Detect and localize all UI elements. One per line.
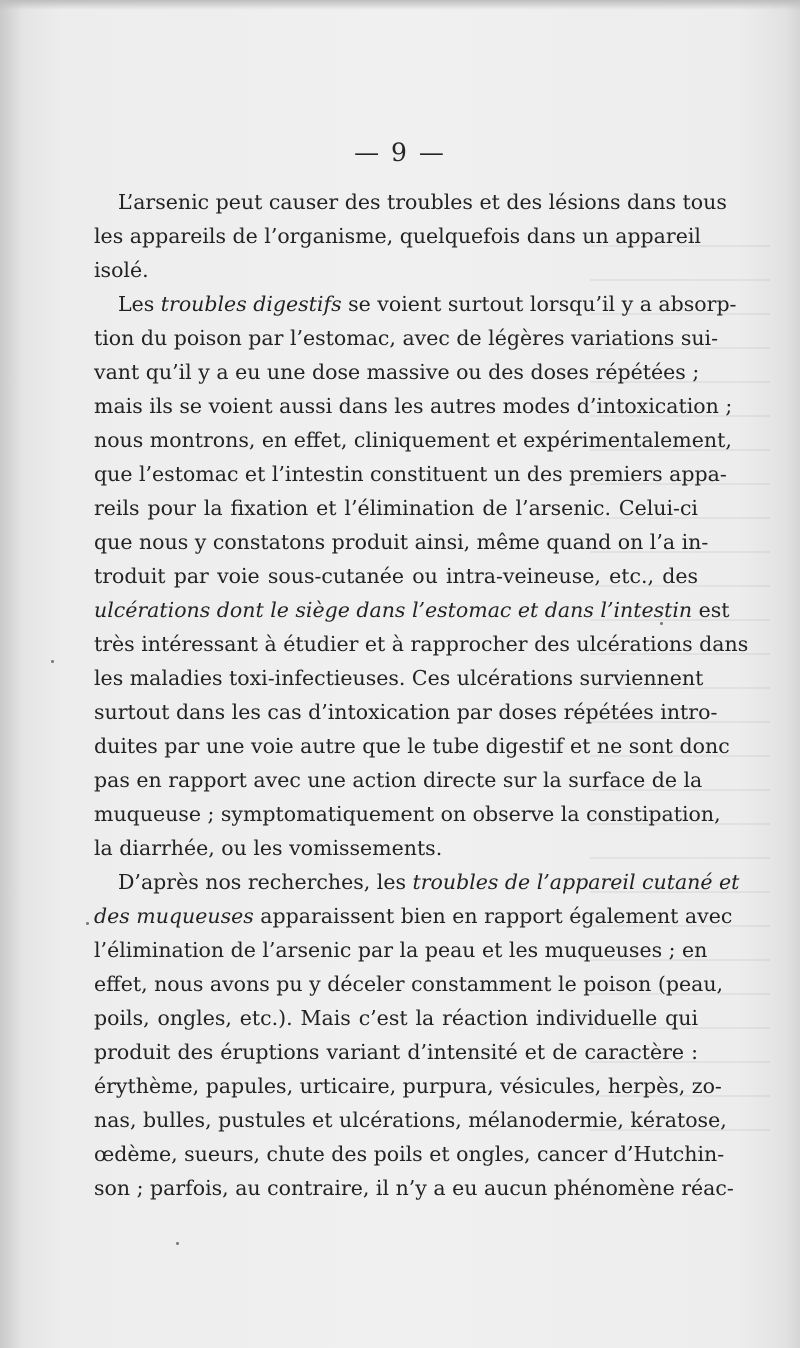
text-run: surtout dans les cas d’intoxication par doses répétées intro- — [94, 700, 718, 724]
italic-phrase: troubles digestifs — [160, 292, 342, 316]
paragraph — [94, 287, 749, 865]
text-line — [94, 729, 730, 763]
paragraph — [94, 865, 740, 1205]
text-line — [94, 865, 740, 899]
text-line — [94, 695, 718, 729]
text-run: mais ils se voient aussi dans les autres modes d’intoxication ; — [94, 394, 733, 418]
text-line — [94, 219, 701, 253]
paper-speck — [86, 922, 89, 925]
text-run: nas, bulles, pustules et ulcérations, mélanodermie, kératose, — [94, 1108, 727, 1132]
text-run: L’arsenic peut causer des troubles et des lésions dans tous — [118, 190, 727, 214]
text-run: érythème, papules, urticaire, purpura, vésicules, herpès, zo- — [94, 1074, 722, 1098]
text-run: les appareils de l’organisme, quelquefois dans un appareil — [94, 224, 701, 248]
paper-speck — [176, 1242, 179, 1245]
text-run: très intéressant à étudier et à rapprocher des ulcérations dans — [94, 632, 749, 656]
body-text — [94, 185, 749, 1205]
text-run: son ; parfois, au contraire, il n’y a eu aucun phénomène réac- — [94, 1176, 734, 1200]
text-line — [94, 525, 709, 559]
text-line — [94, 933, 708, 967]
text-line — [94, 661, 704, 695]
text-run: les maladies toxi-infectieuses. Ces ulcérations surviennent — [94, 666, 704, 690]
text-run: la diarrhée, ou les vomissements. — [94, 836, 443, 860]
text-line — [94, 389, 733, 423]
text-run: effet, nous avons pu y déceler constamment le poison (peau, — [94, 972, 724, 996]
text-line — [94, 831, 698, 865]
text-run: est — [692, 598, 730, 622]
italic-phrase: troubles de l’appareil cutané et — [412, 870, 740, 894]
text-run: l’élimination de l’arsenic par la peau et les muqueuses ; en — [94, 938, 708, 962]
paragraph — [94, 185, 727, 287]
text-line — [94, 797, 721, 831]
text-run: pas en rapport avec une action directe sur la surface de la — [94, 768, 703, 792]
text-line — [94, 1001, 698, 1035]
text-line — [94, 1069, 722, 1103]
text-line — [94, 899, 733, 933]
text-run: poils, ongles, etc.). Mais c’est la réaction individuelle qui — [94, 1006, 698, 1030]
text-run: tion du poison par l’estomac, avec de légères variations sui- — [94, 326, 719, 350]
text-run: duites par une voie autre que le tube digestif et ne sont donc — [94, 734, 730, 758]
text-line — [94, 457, 727, 491]
text-run: D’après nos recherches, les — [118, 870, 413, 894]
text-run: isolé. — [94, 258, 149, 282]
text-line — [94, 593, 730, 627]
text-line — [94, 763, 703, 797]
text-line — [94, 423, 732, 457]
text-run: œdème, sueurs, chute des poils et ongles, cancer d’Hutchin- — [94, 1142, 725, 1166]
text-line — [94, 321, 719, 355]
text-line — [94, 491, 698, 525]
text-run: troduit par voie sous-cutanée ou intra-veineuse, etc., des — [94, 564, 698, 588]
text-line — [94, 627, 749, 661]
text-run: que nous y constatons produit ainsi, même quand on l’a in- — [94, 530, 709, 554]
page-number: — 9 — — [354, 138, 446, 167]
text-run: Les — [118, 292, 161, 316]
text-run: nous montrons, en effet, cliniquement et expérimentalement, — [94, 428, 732, 452]
text-line — [94, 1103, 727, 1137]
text-run: vant qu’il y a eu une dose massive ou des doses répétées ; — [94, 360, 700, 384]
text-line — [94, 967, 724, 1001]
text-run: muqueuse ; symptomatiquement on observe la constipation, — [94, 802, 721, 826]
text-run: reils pour la fixation et l’élimination de l’arsenic. Celui-ci — [94, 496, 698, 520]
text-line — [94, 1035, 698, 1069]
text-line — [94, 355, 698, 389]
text-line — [94, 185, 727, 219]
text-line — [94, 253, 698, 287]
text-run: apparaissent bien en rapport également avec — [253, 904, 733, 928]
paper-speck — [51, 660, 54, 663]
text-line — [94, 1137, 725, 1171]
page-edge-shadow — [0, 0, 800, 10]
text-run: que l’estomac et l’intestin constituent un des premiers appa- — [94, 462, 727, 486]
paper-speck — [660, 622, 663, 625]
text-line — [94, 287, 737, 321]
italic-phrase: des muqueuses — [94, 904, 254, 928]
text-line — [94, 1171, 734, 1205]
text-run: se voient surtout lorsqu’il y a absorp- — [341, 292, 737, 316]
italic-phrase: ulcérations dont le siège dans l’estomac et dans l’intestin — [94, 598, 693, 622]
text-line — [94, 559, 698, 593]
text-run: produit des éruptions variant d’intensité et de caractère : — [94, 1040, 698, 1064]
